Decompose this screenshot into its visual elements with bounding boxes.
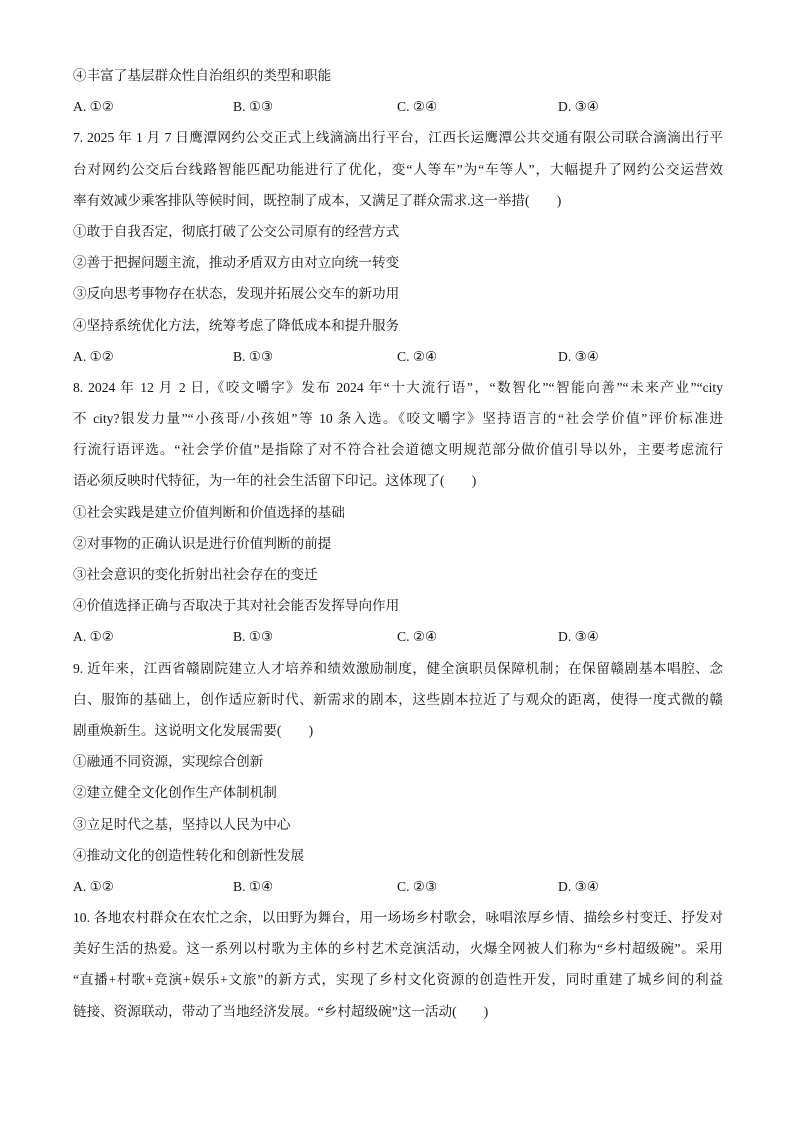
question-9 xyxy=(73,653,723,903)
option-d: D. ③④ xyxy=(558,99,599,115)
option-b: B. ①④ xyxy=(233,878,274,894)
statement-3: ③反向思考事物存在状态，发现并拓展公交车的新功用 xyxy=(73,286,400,302)
option-d: D. ③④ xyxy=(558,878,599,894)
statement-4: ④丰富了基层群众性自治组织的类型和职能 xyxy=(73,68,332,83)
question-stem-line: 9. 近年来，江西省赣剧院建立人才培养和绩效激励制度，健全演职员保障机制；在保留赣剧基本唱腔、念 xyxy=(73,660,723,676)
statement-4: ④推动文化的创造性转化和创新性发展 xyxy=(73,847,305,863)
question-stem-line: 美好生活的热爱。这一系列以村歌为主体的乡村艺术竞演活动，火爆全网被人们称为“乡村超级碗”。采用 xyxy=(73,941,723,957)
question-stem-line: 剧重焕新生。这说明文化发展需要( ) xyxy=(73,722,314,738)
question-stem-line: 台对网约公交后台线路智能匹配功能进行了优化，变“人等车”为“车等人”，大幅提升了网约公交运营效 xyxy=(73,161,723,177)
previous-question-tail xyxy=(73,60,723,122)
question-stem-line: “直播+村歌+竞演+娱乐+文旅”的新方式，实现了乡村文化资源的创造性开发，同时重建了城乡间的利益 xyxy=(73,972,723,988)
option-c: C. ②④ xyxy=(397,629,438,645)
statement-3: ③社会意识的变化折射出社会存在的变迁 xyxy=(73,567,318,582)
question-8 xyxy=(73,372,723,653)
option-d: D. ③④ xyxy=(558,348,599,364)
question-stem-line: 白、服饰的基础上，创作适应新时代、新需求的剧本，这些剧本拉近了与观众的距离，使得一度式微的赣 xyxy=(73,691,723,707)
option-b: B. ①③ xyxy=(233,348,274,364)
question-stem-line: 7. 2025 年 1 月 7 日鹰潭网约公交正式上线滴滴出行平台，江西长运鹰潭公共交通有限公司联合滴滴出行平 xyxy=(73,130,723,146)
option-a: A. ①② xyxy=(73,878,114,894)
option-c: C. ②④ xyxy=(397,99,438,115)
question-stem-line: 不 city?银发力量”“小孩哥/小孩姐”等 10 条入选。《咬文嚼字》坚持语言的“社会学价值”评价标准进 xyxy=(73,411,723,427)
question-stem-line: 率有效减少乘客排队等候时间，既控制了成本，又满足了群众需求.这一举措( ) xyxy=(73,192,562,208)
statement-3: ③立足时代之基，坚持以人民为中心 xyxy=(73,816,291,832)
option-a: A. ①② xyxy=(73,629,114,645)
statement-2: ②对事物的正确认识是进行价值判断的前提 xyxy=(73,535,332,551)
question-7 xyxy=(73,122,723,372)
option-a: A. ①② xyxy=(73,99,114,115)
question-stem-line: 10. 各地农村群众在农忙之余，以田野为舞台，用一场场乡村歌会，咏唱浓厚乡情、描绘乡村变迁、抒发对 xyxy=(73,910,723,926)
question-stem-line: 语必须反映时代特征，为一年的社会生活留下印记。这体现了( ) xyxy=(73,473,477,489)
option-b: B. ①③ xyxy=(233,629,274,645)
question-stem-line: 链接、资源联动，带动了当地经济发展。“乡村超级碗”这一活动( ) xyxy=(73,1003,489,1019)
statement-2: ②善于把握问题主流，推动矛盾双方由对立向统一转变 xyxy=(73,255,400,271)
question-stem-line: 行流行语评选。“社会学价值”是指除了对不符合社会道德文明规范部分做价值引导以外，主要考虑流行 xyxy=(73,442,723,458)
options-row xyxy=(73,621,723,652)
option-d: D. ③④ xyxy=(558,629,599,645)
statement-1: ①社会实践是建立价值判断和价值选择的基础 xyxy=(73,504,345,520)
option-a: A. ①② xyxy=(73,348,114,364)
option-c: C. ②③ xyxy=(397,878,438,894)
option-c: C. ②④ xyxy=(397,348,438,364)
statement-4: ④价值选择正确与否取决于其对社会能否发挥导向作用 xyxy=(73,598,400,614)
option-b: B. ①③ xyxy=(233,99,274,115)
statement-1: ①融通不同资源，实现综合创新 xyxy=(73,754,264,770)
question-stem-line: 8. 2024 年 12 月 2 日,《咬文嚼字》发布 2024 年“十大流行语”，“数智化”“智能向善”“未来产业”“city xyxy=(73,379,723,395)
statement-2: ②建立健全文化创作生产体制机制 xyxy=(73,785,277,801)
statement-1: ①敢于自我否定，彻底打破了公交公司原有的经营方式 xyxy=(73,223,400,239)
page-content xyxy=(73,60,723,1027)
question-10 xyxy=(73,902,723,1027)
options-row xyxy=(73,341,723,372)
options-row xyxy=(73,871,723,902)
statement-4: ④坚持系统优化方法，统筹考虑了降低成本和提升服务 xyxy=(73,317,400,333)
options-row xyxy=(73,91,723,122)
